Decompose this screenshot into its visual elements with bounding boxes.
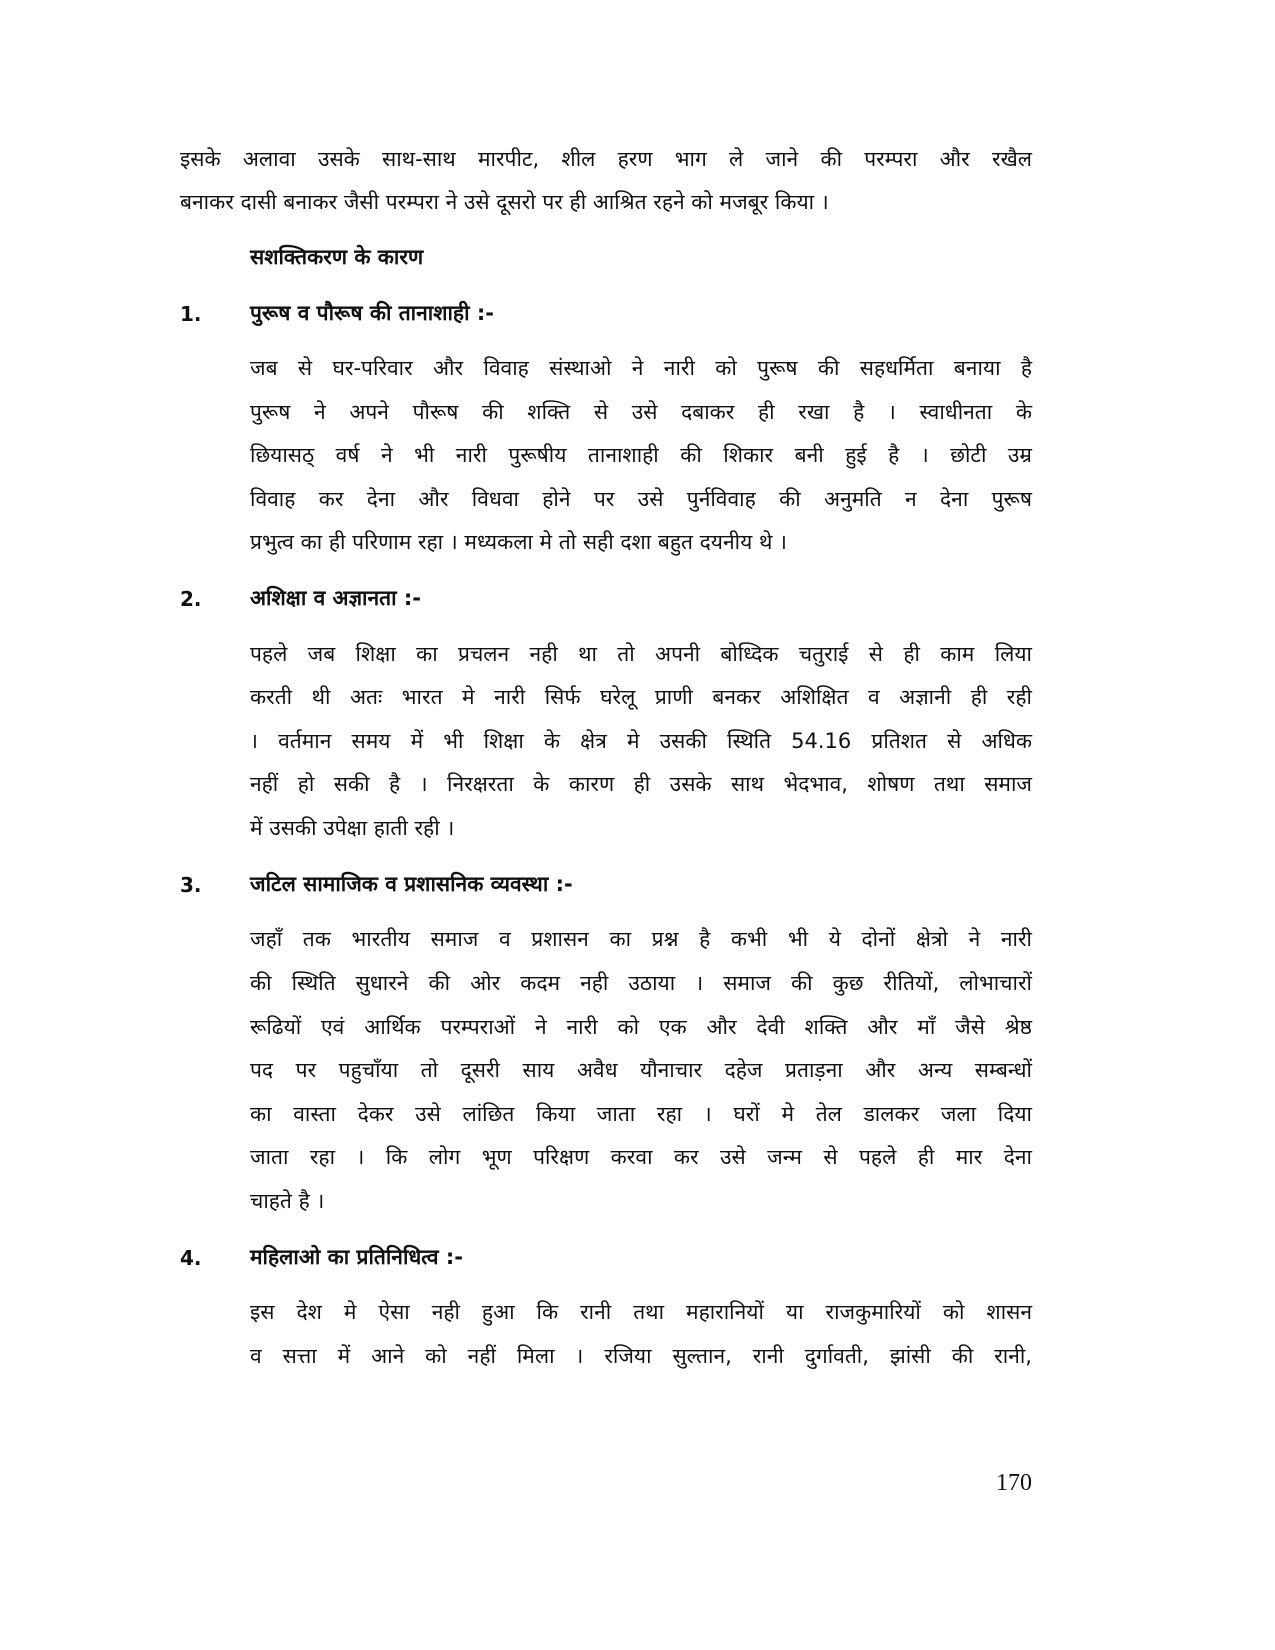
section-number: 2. <box>180 587 202 611</box>
section-number: 3. <box>180 873 202 897</box>
section-number: 1. <box>180 302 202 326</box>
intro-line: इसके अलावा उसके साथ-साथ मारपीट, शील हरण भाग ले जाने की परम्परा और रखैल <box>180 147 1032 171</box>
section-heading: महिलाओ का प्रतिनिधित्व :- <box>250 1245 463 1269</box>
paragraph-line: छियासठ् वर्ष ने भी नारी पुरूषीय तानाशाही की शिकार बनी हुई है । छोटी उम्र <box>250 443 1032 467</box>
paragraph-line: । वर्तमान समय में भी शिक्षा के क्षेत्र मे उसकी स्थिति 54.16 प्रतिशत से अधिक <box>250 729 1032 753</box>
section-heading: अशिक्षा व अज्ञानता :- <box>250 586 421 610</box>
paragraph-line: पहले जब शिक्षा का प्रचलन नही था तो अपनी बोध्दिक चतुराई से ही काम लिया <box>250 642 1032 666</box>
section-heading: जटिल सामाजिक व प्रशासनिक व्यवस्था :- <box>250 872 573 896</box>
paragraph-line: व सत्ता में आने को नहीं मिला । रजिया सुल्तान, रानी दुर्गावती, झांसी की रानी, <box>250 1344 1032 1368</box>
section-number: 4. <box>180 1246 202 1270</box>
paragraph-line: नहीं हो सकी है । निरक्षरता के कारण ही उसके साथ भेदभाव, शोषण तथा समाज <box>250 772 1032 796</box>
paragraph-line: में उसकी उपेक्षा हाती रही । <box>250 816 455 840</box>
paragraph-line: इस देश मे ऐसा नही हुआ कि रानी तथा महारानियों या राजकुमारियों को शासन <box>250 1300 1032 1324</box>
intro-line: बनाकर दासी बनाकर जैसी परम्परा ने उसे दूसरो पर ही आश्रित रहने को मजबूर किया । <box>180 190 829 214</box>
section-heading: पुरूष व पौरूष की तानाशाही :- <box>250 301 494 325</box>
paragraph-line: रूढियों एवं आर्थिक परम्पराओं ने नारी को एक और देवी शक्ति और माँ जैसे श्रेष्ठ <box>250 1015 1032 1039</box>
paragraph-line: जाता रहा । कि लोग भूण परिक्षण करवा कर उसे जन्म से पहले ही मार देना <box>250 1145 1032 1169</box>
page-number: 170 <box>996 1470 1032 1496</box>
paragraph-line: जहाँ तक भारतीय समाज व प्रशासन का प्रश्न है कभी भी ये दोनों क्षेत्रो ने नारी <box>250 927 1032 951</box>
paragraph-line: प्रभुत्व का ही परिणाम रहा । मध्यकला मे तो सही दशा बहुत दयनीय थे । <box>250 530 787 554</box>
paragraph-line: पुरूष ने अपने पौरूष की शक्ति से उसे दबाकर ही रखा है । स्वाधीनता के <box>250 400 1032 424</box>
paragraph-line: करती थी अतः भारत मे नारी सिर्फ घरेलू प्राणी बनकर अशिक्षित व अज्ञानी ही रही <box>250 685 1032 709</box>
paragraph-line: विवाह कर देना और विधवा होने पर उसे पुर्नविवाह की अनुमति न देना पुरूष <box>250 487 1032 511</box>
paragraph-line: जब से घर-परिवार और विवाह संस्थाओ ने नारी को पुरूष की सहधर्मिता बनाया है <box>250 356 1032 380</box>
paragraph-line: की स्थिति सुधारने की ओर कदम नही उठाया । समाज की कुछ रीतियों, लोभाचारों <box>250 971 1032 995</box>
section-title: सशक्तिकरण के कारण <box>250 245 424 269</box>
paragraph-line: पद पर पहुचाँया तो दूसरी साय अवैध यौनाचार दहेज प्रताड़ना और अन्य सम्बन्धों <box>250 1058 1032 1082</box>
paragraph-line: चाहते है । <box>250 1189 325 1213</box>
paragraph-line: का वास्ता देकर उसे लांछित किया जाता रहा । घरों मे तेल डालकर जला दिया <box>250 1102 1032 1126</box>
